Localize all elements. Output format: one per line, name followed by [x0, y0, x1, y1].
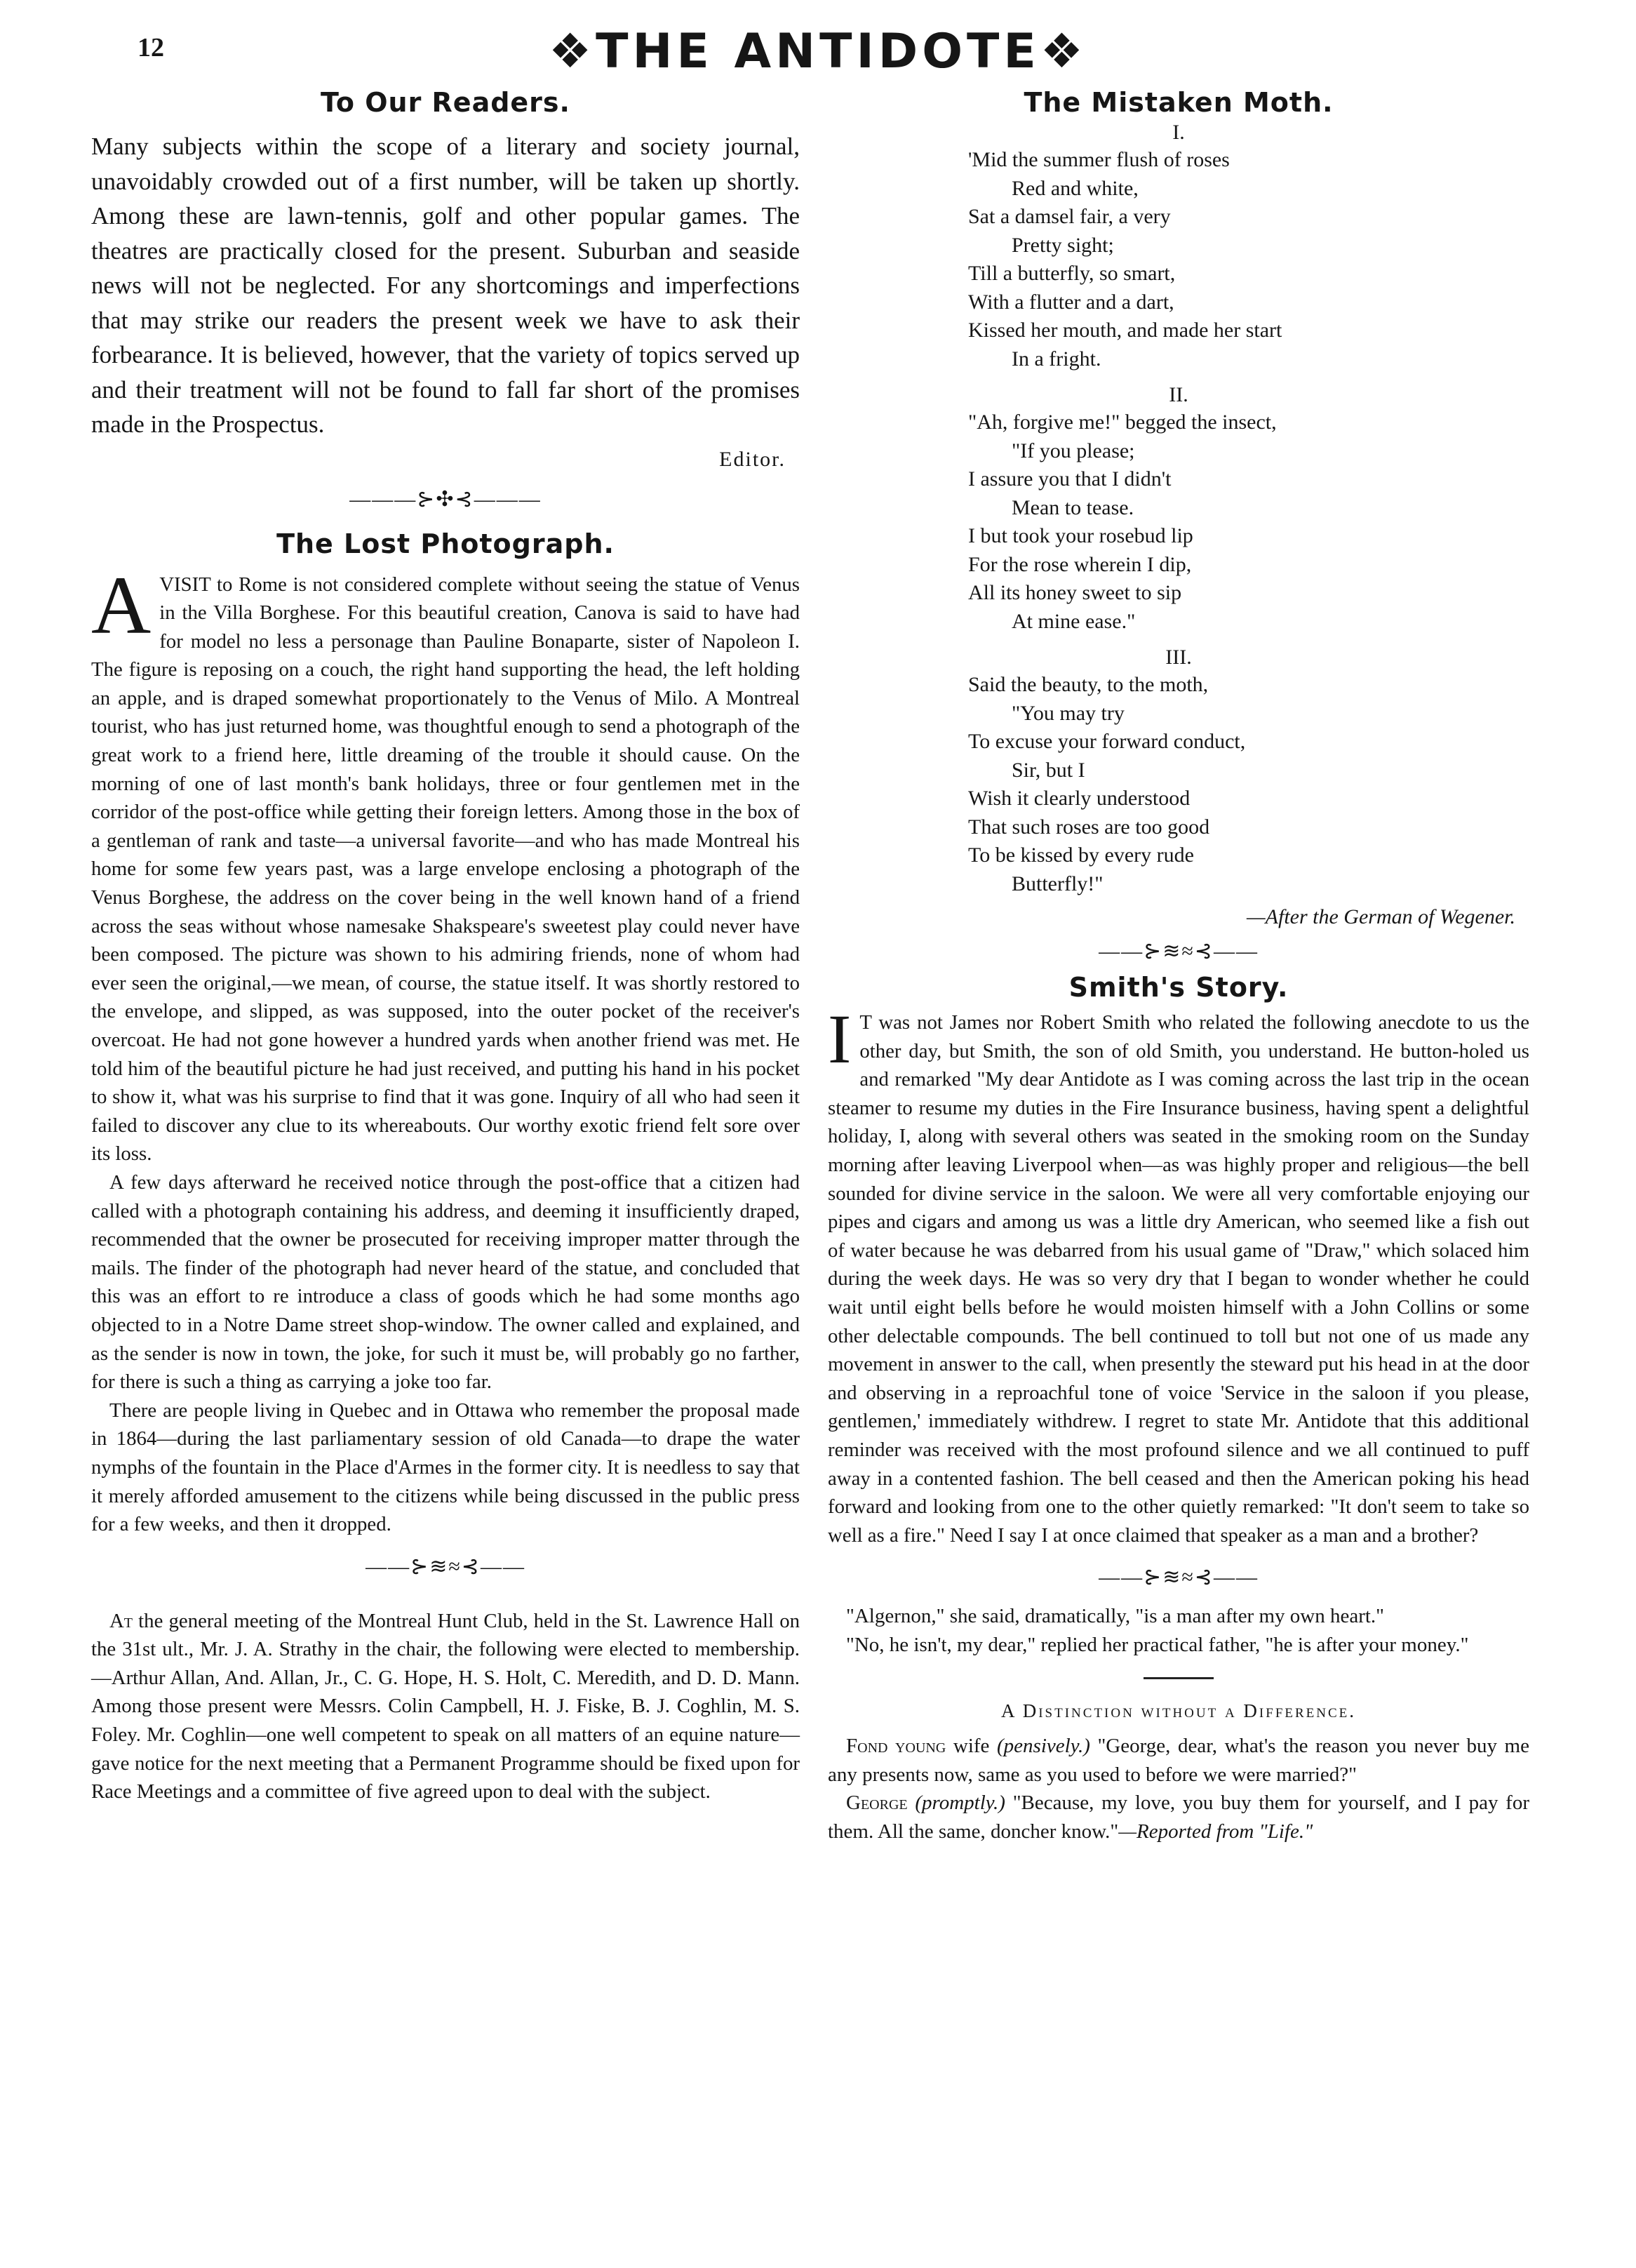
page-number: 12 [138, 33, 164, 62]
dialogue-text: "Because, my love, you buy them for yourself, and I pay for them. All the same, doncher know." [828, 1792, 1529, 1843]
poem-line: For the rose wherein I dip, [968, 552, 1192, 576]
poem-line: In a fright. [1012, 347, 1101, 371]
right-column [828, 87, 1529, 1846]
source-credit: —Reported from "Life." [1118, 1820, 1313, 1843]
distinction-heading: A Distinction without a Difference. [1000, 1700, 1357, 1722]
algernon-reply: "No, he isn't, my dear," replied her practical father, "he is after your money." [846, 1633, 1469, 1656]
poem-line: That such roses are too good [968, 815, 1210, 839]
readers-body: Many subjects within the scope of a literary and society journal, unavoidably crowded out of a first number, will be taken up shortly. Among these are lawn-tennis, golf and other popular games. The theatres are practically closed for the present. Suburban and seaside news will not be neglected. For any shortcomings and imperfections that may strike our readers the present week we have to ask their forbearance. It is believed, however, that the variety of topics served up and their treatment will not be found to fall far short of the promises made in the Prospectus. [91, 133, 800, 438]
ornament-divider: ——⊱≋≈⊰—— [366, 1554, 525, 1578]
poem-line: Mean to tease. [1012, 495, 1134, 519]
lead-words: At [109, 1609, 133, 1632]
stage-direction: (pensively.) [997, 1735, 1090, 1758]
stanza [968, 146, 1529, 373]
poem-line: I assure you that I didn't [968, 467, 1172, 491]
editor-signoff: Editor. [719, 447, 786, 471]
poem-line: Wish it clearly understood [968, 787, 1191, 810]
smiths-story-heading: Smith's Story. [1068, 972, 1289, 1003]
poem-line: With a flutter and a dart, [968, 290, 1174, 314]
poem-line: Red and white, [1012, 176, 1139, 200]
poem-line: "You may try [1012, 701, 1125, 725]
hunt-club-paragraph [91, 1607, 800, 1806]
paragraph-text: T was not James nor Robert Smith who related the following anecdote to us the other day, but Smith, the son of old Smith, you understand. He button-holed us and remarked "My dear Antidote as I was coming across the last trip in the ocean steamer to resume my duties in the Fire Insurance business, having spent a delightful holiday, I, along with several others was seated in the smoking room on the Sunday morning after leaving Liverpool when—as was highly proper and religious—the bell sounded for divine service in the saloon. We were all very comfortable enjoying our pipes and cigars and among us was a little dry American, who seemed like a fish out of water because he was debarred from his usual game of "Draw," which solaced him during the week days. He was so very dry that I began to wonder whether he could wait until eight bells before he would moisten himself with a John Collins or some other delectable compounds. The bell continued to toll but not one of us made any movement in answer to the call, when presently the steward put his head in at the door and observing in a reproachful tone of voice 'Service in the saloon if you please, gentlemen,' immediately withdrew. I regret to state Mr. Antidote that this additional reminder was received with the most profound silence and we all continued to puff away in a contented fashion. The bell ceased and then the American poking his head forward and looking from one to the other quietly remarked: "It don't seem to take so well as a fire." Need I say I at once claimed that speaker as a man and a brother? [828, 1011, 1529, 1547]
paragraph-text: the general meeting of the Montreal Hunt Club, held in the St. Lawrence Hall on the 31st ult., Mr. J. A. Strathy in the chair, the following were elected to membership.—Arthur Allan, And. Allan, Jr., C. G. Hope, H. S. Holt, C. Meredith, and D. D. Mann. Among those present were Messrs. Colin Campbell, H. J. Fiske, B. J. Coghlin, M. S. Foley. Mr. Coghlin—one well competent to speak on all matters of an equine nature—gave notice for the next meeting that a Permanent Programme should be fixed upon for Race Meetings and a committee of five agreed upon to deal with the subject. [91, 1609, 800, 1803]
speaker-label-rest: wife [946, 1735, 998, 1758]
poem-line: I but took your rosebud lip [968, 524, 1193, 547]
lost-photograph-heading: The Lost Photograph. [276, 528, 615, 559]
poem-line: To be kissed by every rude [968, 843, 1194, 867]
poem-line: Till a butterfly, so smart, [968, 262, 1176, 285]
ornament-divider: ———⊱✣⊰——— [349, 487, 542, 511]
poem-line: "Ah, forgive me!" begged the insect, [968, 411, 1277, 434]
smiths-story-paragraph [828, 1000, 1529, 1549]
poem-line: Said the beauty, to the moth, [968, 673, 1209, 696]
section-rule [1144, 1677, 1214, 1679]
algernon-line: "Algernon," she said, dramatically, "is a man after my own heart." [846, 1605, 1385, 1628]
poem-line: Pretty sight; [1012, 233, 1114, 257]
poem-line: At mine ease." [1012, 609, 1136, 633]
lost-photograph-paragraph [91, 559, 800, 1168]
poem-line: "If you please; [1012, 439, 1135, 462]
stanza-number: II. [1169, 383, 1188, 406]
poem-line: Butterfly!" [1012, 872, 1104, 895]
poem-line: All its honey sweet to sip [968, 581, 1182, 604]
poem-line: To excuse your forward conduct, [968, 730, 1246, 753]
poem-line: Kissed her mouth, and made her start [968, 319, 1282, 342]
readers-heading: To Our Readers. [321, 87, 570, 118]
stage-direction: (promptly.) [907, 1792, 1005, 1815]
ornament-divider: ——⊱≋≈⊰—— [1099, 1566, 1259, 1589]
mistaken-moth-heading: The Mistaken Moth. [1024, 87, 1334, 118]
drop-cap: A [91, 559, 152, 651]
ornament-divider: ——⊱≋≈⊰—— [1099, 940, 1259, 963]
poem-line: Sir, but I [1012, 758, 1085, 782]
paragraph-text: VISIT to Rome is not considered complete without seeing the statue of Venus in the Villa Borghese. For this beautiful creation, Canova is said to have had for model no less a personage than Pauline Bonaparte, sister of Napoleon I. The figure is reposing on a couch, the right hand supporting the head, the left holding an apple, and is draped somewhat proportionately to the Venus of Milo. A Montreal tourist, who has just returned home, was thoughtful enough to send a photograph of the great work to a friend here, little dreaming of the trouble it should cause. On the morning of one of last month's bank holidays, three or four gentlemen met in the corridor of the post-office while getting their foreign letters. Among those in the box of a gentleman of rank and taste—a universal favorite—and who has made Montreal his home for some few years past, was a large envelope enclosing a photograph of the Venus Borghese, the address on the cover being in the well known hand of a friend across the seas without whose namesake Shakspeare's sweetest play could never have been composed. The picture was shown to his admiring friends, none of whom had ever seen the original,—we mean, of course, the statue itself. It was shortly restored to the envelope, and slipped, as was supposed, into the outer pocket of the receiver's overcoat. He had not gone however a hundred yards when another friend was met. He told him of the beautiful picture he had just received, and putting his hand in his pocket to show it, what was his surprise to find that it was gone. Inquiry of all who had seen it failed to discover any clue to its whereabouts. Our worthy exotic friend felt sore over its loss. [91, 573, 800, 1166]
speaker-label: George [846, 1792, 908, 1815]
distinction-line [828, 1732, 1529, 1789]
distinction-line [828, 1789, 1529, 1846]
stanza-number: I. [1172, 121, 1185, 144]
dialogue-text: "George, dear, what's the reason you never buy me any presents now, same as you used to before we were married?" [828, 1735, 1529, 1786]
speaker-label: Fond young [846, 1735, 946, 1758]
left-column [91, 87, 800, 1806]
drop-cap: I [828, 1000, 852, 1078]
stanza-number: III. [1165, 646, 1192, 669]
poem-line: Sat a damsel fair, a very [968, 205, 1171, 228]
masthead: ❖THE ANTIDOTE❖ [549, 24, 1087, 79]
lost-photograph-paragraph: There are people living in Quebec and in Ottawa who remember the proposal made in 1864—during the last parliamentary session of old Canada—to drape the water nymphs of the fountain in the Place d'Armes in the former city. It is needless to say that it merely afforded amusement to the citizens while being discussed in the public press for a few weeks, and then it dropped. [91, 1399, 800, 1536]
stanza [968, 671, 1529, 898]
lost-photograph-paragraph: A few days afterward he received notice through the post-office that a citizen had called with a photograph containing his address, and deeming it insufficiently draped, recommended that the owner be prosecuted for receiving improper matter through the mails. The finder of the photograph had never heard of the statue, and concluded that this was an effort to re introduce a class of goods which he had some months ago objected to in a Notre Dame street shop-window. The owner called and explained, and as the sender is now in town, the joke, for such it must be, will probably go no farther, for there is such a thing as carrying a joke too far. [91, 1170, 800, 1394]
stanza [968, 408, 1529, 636]
poem-attribution: —After the German of Wegener. [1247, 905, 1515, 928]
poem-line: 'Mid the summer flush of roses [968, 148, 1230, 171]
